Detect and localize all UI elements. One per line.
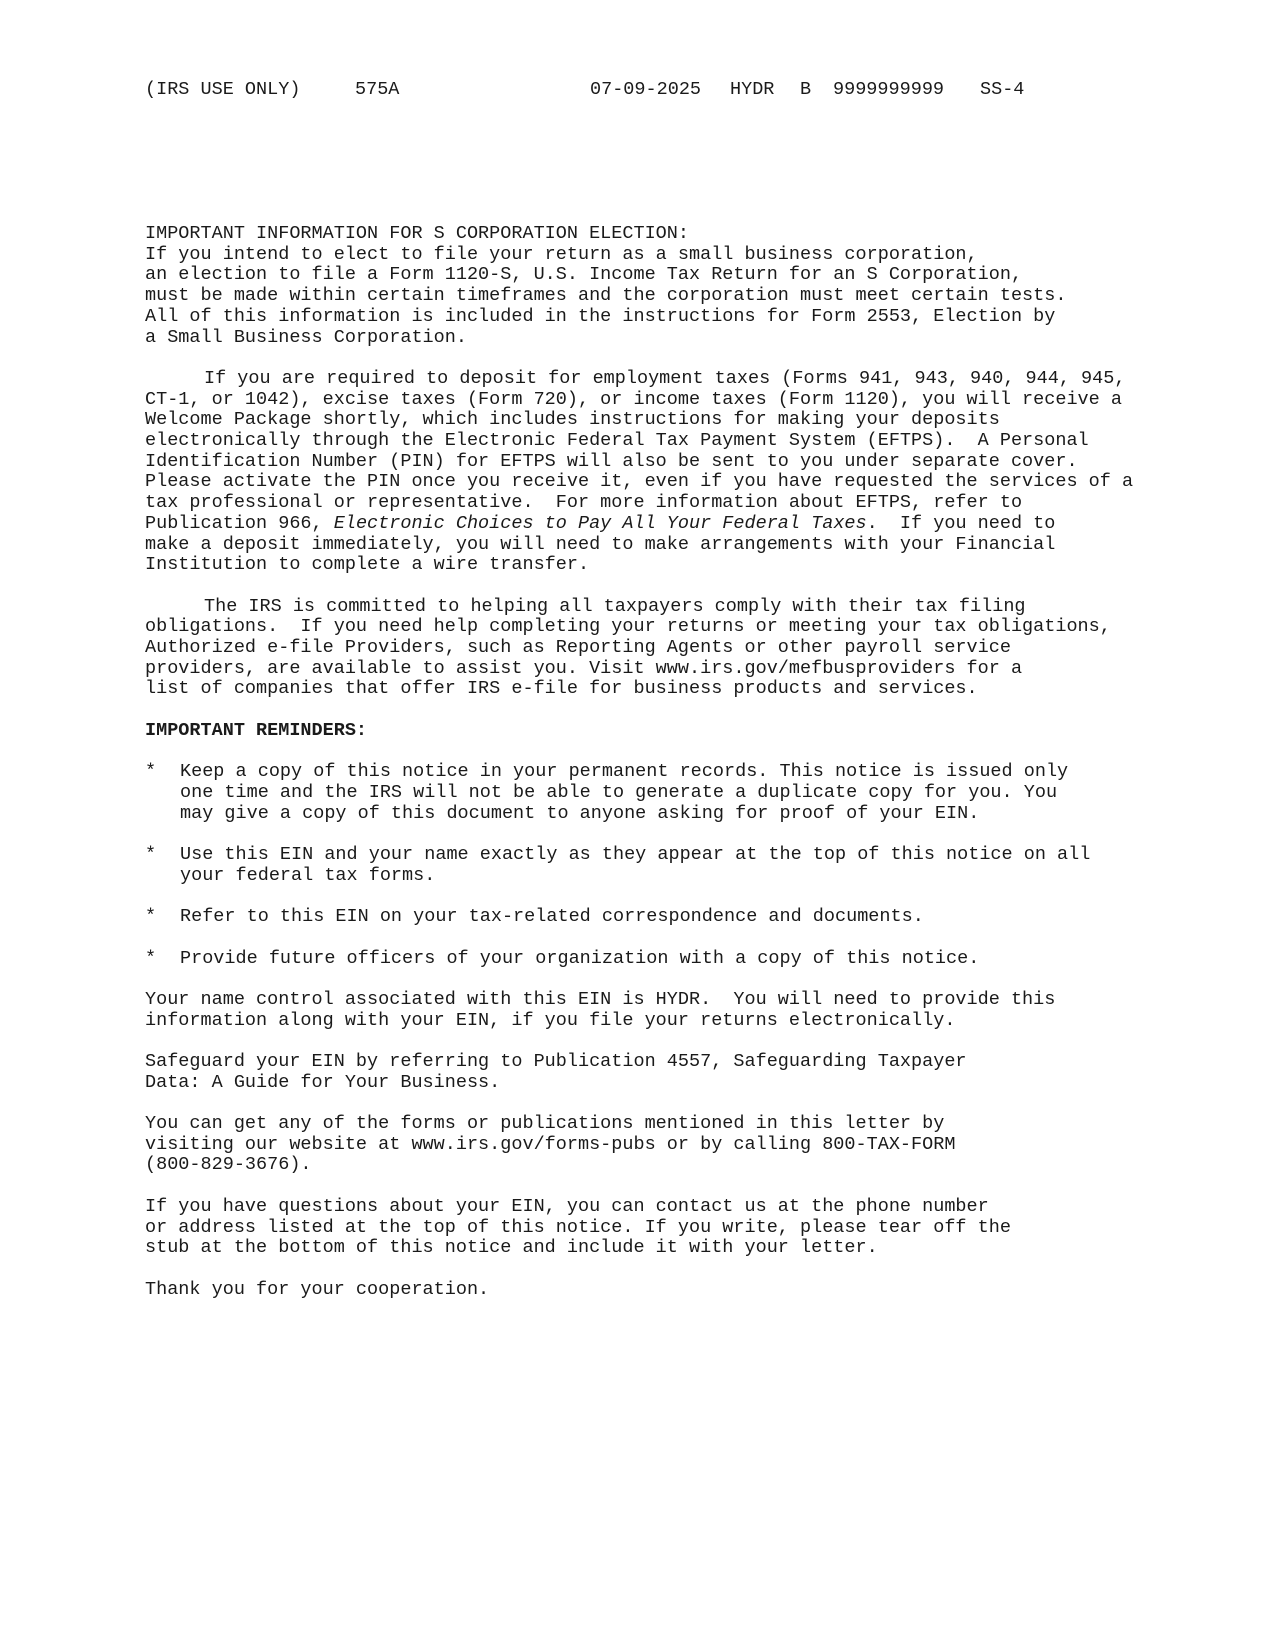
name-control-paragraph	[145, 990, 1205, 1031]
reminder-item	[145, 949, 1205, 970]
reminder-line: Refer to this EIN on your tax-related correspondence and documents.	[180, 906, 924, 928]
s-corp-line: a Small Business Corporation.	[145, 326, 467, 348]
irs-use-only-label: (IRS USE ONLY)	[145, 79, 301, 100]
bullet-marker: *	[145, 761, 157, 783]
questions-paragraph	[145, 1197, 1205, 1259]
deposit-line: Identification Number (PIN) for EFTPS will also be sent to you under separate cover.	[145, 450, 1078, 472]
reminder-item	[145, 762, 1205, 824]
notice-code: 575A	[355, 79, 400, 100]
name-control-line: Your name control associated with this EIN is HYDR. You will need to provide this	[145, 988, 1056, 1010]
deposit-paragraph	[145, 369, 1205, 576]
reminder-line: Provide future officers of your organization with a copy of this notice.	[180, 947, 980, 969]
reminder-line: Keep a copy of this notice in your permanent records. This notice is issued only	[180, 761, 1069, 783]
deposit-line: Welcome Package shortly, which includes instructions for making your deposits	[145, 409, 1000, 431]
name-control: HYDR	[730, 79, 775, 100]
committed-line: providers, are available to assist you. Visit www.irs.gov/mefbusproviders for a	[145, 657, 1023, 679]
notice-header	[145, 78, 1145, 102]
deposit-line: tax professional or representative. For more information about EFTPS, refer to	[145, 492, 1023, 514]
publication-966-line	[145, 514, 1205, 535]
deposit-line: make a deposit immediately, you will need to make arrangements with your Financial	[145, 533, 1056, 555]
s-corp-line: must be made within certain timeframes and the corporation must meet certain tests.	[145, 285, 1067, 307]
closing-line: Thank you for your cooperation.	[145, 1278, 490, 1300]
questions-line: If you have questions about your EIN, you can contact us at the phone number	[145, 1195, 989, 1217]
reminder-line: may give a copy of this document to anyone asking for proof of your EIN.	[180, 802, 980, 824]
deposit-line: Institution to complete a wire transfer.	[145, 554, 590, 576]
bullet-marker: *	[145, 947, 157, 969]
name-control-line: information along with your EIN, if you file your returns electronically.	[145, 1009, 956, 1031]
questions-line: or address listed at the top of this notice. If you write, please tear off the	[145, 1216, 1011, 1238]
s-corp-heading: IMPORTANT INFORMATION FOR S CORPORATION ELECTION:	[145, 223, 689, 244]
deposit-line: electronically through the Electronic Federal Tax Payment System (EFTPS). A Personal	[145, 430, 1089, 452]
reminder-item	[145, 907, 1205, 928]
forms-paragraph	[145, 1114, 1205, 1176]
questions-line: stub at the bottom of this notice and include it with your letter.	[145, 1237, 878, 1259]
reminder-line: Use this EIN and your name exactly as they appear at the top of this notice on all	[180, 844, 1091, 866]
reminders-heading: IMPORTANT REMINDERS:	[145, 719, 368, 741]
committed-line: Authorized e-file Providers, such as Reporting Agents or other payroll service	[145, 637, 1011, 659]
deposit-line: If you are required to deposit for employment taxes (Forms 941, 943, 940, 944, 945,	[204, 367, 1126, 389]
notice-date: 07-09-2025	[590, 79, 702, 100]
committed-line: The IRS is committed to helping all taxpayers comply with their tax filing	[204, 595, 1026, 617]
reminder-line: one time and the IRS will not be able to generate a duplicate copy for you. You	[180, 781, 1058, 803]
safeguard-paragraph	[145, 1052, 1205, 1093]
committed-line: obligations. If you need help completing your returns or meeting your tax obligations,	[145, 616, 1111, 638]
safeguard-line: Safeguard your EIN by referring to Publication 4557, Safeguarding Taxpayer	[145, 1050, 967, 1072]
ein-number: 9999999999	[833, 79, 945, 100]
s-corp-line: All of this information is included in the instructions for Form 2553, Election by	[145, 305, 1056, 327]
letter-code: B	[800, 79, 812, 100]
reminder-item	[145, 845, 1205, 886]
pub-966-title: Electronic Choices to Pay All Your Federal Taxes	[333, 512, 867, 534]
forms-line: You can get any of the forms or publications mentioned in this letter by	[145, 1113, 945, 1135]
s-corp-section	[145, 224, 1205, 348]
s-corp-line: If you intend to elect to file your return as a small business corporation,	[145, 243, 978, 265]
bullet-marker: *	[145, 906, 157, 928]
safeguard-line: Data: A Guide for Your Business.	[145, 1071, 501, 1093]
deposit-line: Please activate the PIN once you receive it, even if you have requested the services of a	[145, 471, 1134, 493]
pub-prefix: Publication 966,	[145, 512, 334, 534]
s-corp-line: an election to file a Form 1120-S, U.S. Income Tax Return for an S Corporation,	[145, 264, 1023, 286]
closing-paragraph	[145, 1280, 1205, 1301]
forms-line: (800-829-3676).	[145, 1154, 312, 1176]
committed-paragraph	[145, 597, 1205, 701]
bullet-marker: *	[145, 844, 157, 866]
notice-body	[145, 224, 1205, 1321]
deposit-line: CT-1, or 1042), excise taxes (Form 720), or income taxes (Form 1120), you will receive a	[145, 388, 1122, 410]
reminders-heading-block	[145, 721, 1205, 742]
committed-line: list of companies that offer IRS e-file for business products and services.	[145, 678, 978, 700]
form-number: SS-4	[980, 79, 1025, 100]
pub-suffix: . If you need to	[866, 512, 1056, 534]
reminder-line: your federal tax forms.	[180, 864, 436, 886]
forms-line: visiting our website at www.irs.gov/forms-pubs or by calling 800-TAX-FORM	[145, 1133, 956, 1155]
